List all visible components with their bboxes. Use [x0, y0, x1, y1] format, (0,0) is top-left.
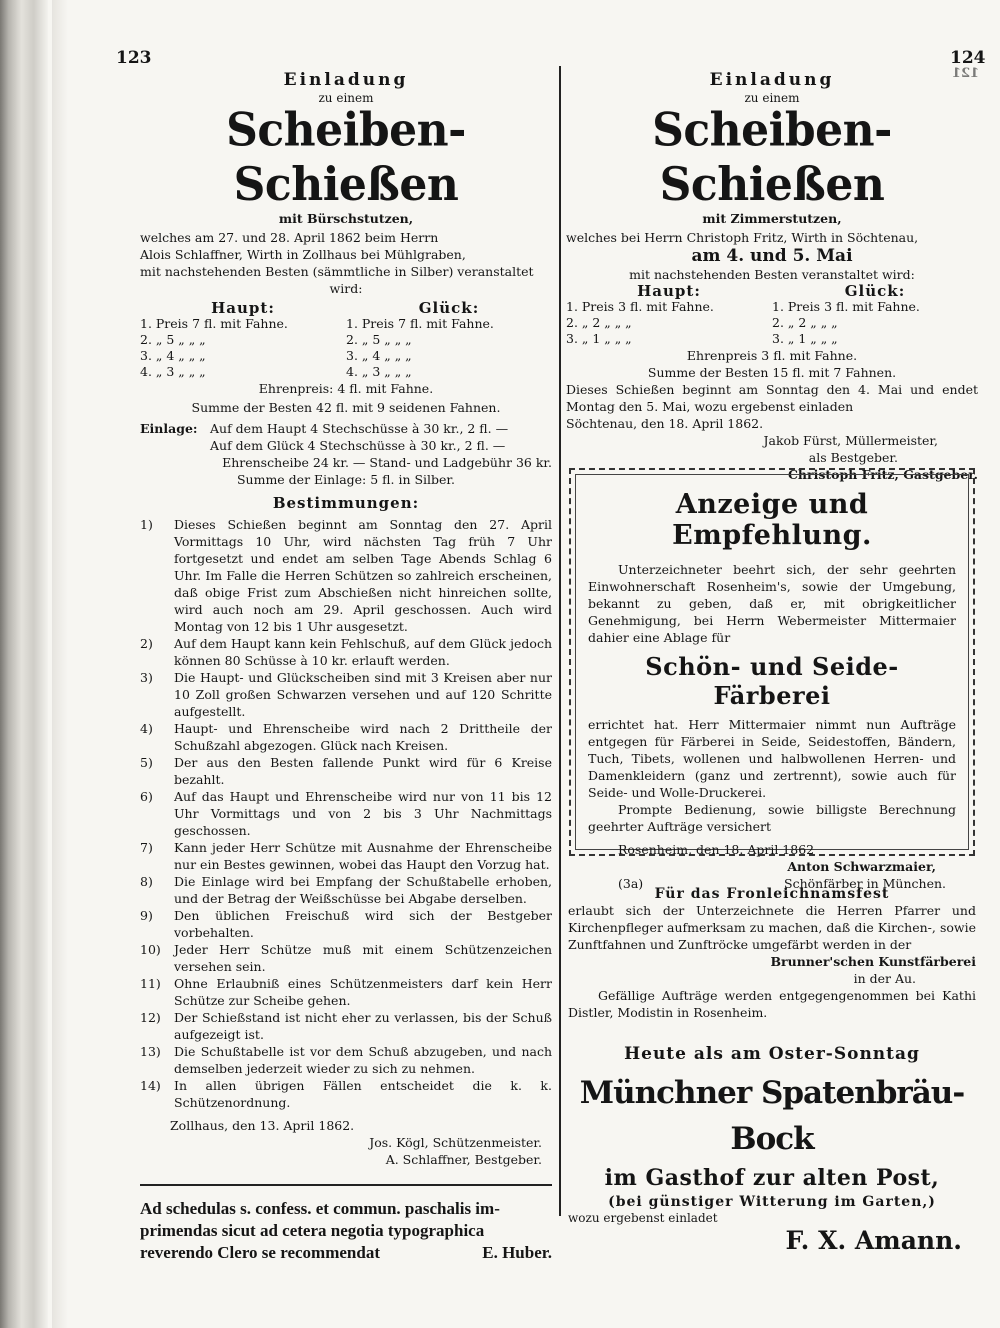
ad-mid: im Gasthof zur alten Post, [604, 1165, 940, 1191]
right-glueck-row: 1. Preis 3 fl. mit Fahne. [772, 299, 920, 314]
left-glueck-title: Glück: [418, 299, 480, 317]
bestimmung-number: 5) [140, 755, 153, 770]
right-intro-1: welches bei Herrn Christoph Fritz, Wirth in Söchtenau, [566, 230, 919, 245]
page-number-right: 124 [950, 48, 986, 68]
bestimmung-text: Kann jeder Herr Schütze mit Ausnahme der Ehrenscheibe nur ein Bestes gewinnen, wobei das Haupt den Vorzug hat. [174, 840, 552, 872]
anzeige-para-1: Unterzeichneter beehrt sich, der sehr geehrten Einwohnerschaft Rosenheim's, sowie der Umgebung, bekannt zu geben, daß er, mit obrigkeitlicher Genehmigung, bei Herrn Webermeister Mittermaier dahier eine Ablage für [588, 562, 956, 645]
left-date: Zollhaus, den 13. April 1862. [170, 1118, 355, 1133]
anzeige-box [569, 468, 975, 891]
right-signature-1b: als Bestgeber. [808, 450, 898, 465]
left-intro-3: mit nachstehenden Besten (sämmtliche in Silber) veranstaltet [140, 264, 534, 279]
bestimmung-text: Die Haupt- und Glückscheiben sind mit 3 Kreisen aber nur 10 Zoll großen Schwarzen versehen und auf 120 Schritte aufgestellt. [174, 670, 552, 719]
bestimmung-item [140, 635, 552, 669]
left-einlage-label: Einlage: [140, 421, 198, 436]
latin-line-3: reverendo Clero se recommendat [140, 1243, 380, 1262]
anzeige-code: (3a) [618, 876, 644, 891]
anzeige-title: Anzeige und Empfehlung. [672, 489, 872, 551]
left-signature-1: Jos. Kögl, Schützenmeister. [369, 1135, 542, 1150]
page-number-left: 123 [116, 48, 152, 68]
latin-line-1: Ad schedulas s. confess. et commun. paschalis im- [140, 1199, 500, 1218]
page-number-mirror: 121 [952, 66, 980, 81]
left-separator [140, 1184, 552, 1186]
right-haupt-title: Haupt: [637, 282, 701, 300]
left-bestimmungen-title: Bestimmungen: [272, 494, 420, 512]
right-haupt-row: 2. „ 2 „ „ „ [566, 315, 632, 330]
bestimmung-item [140, 669, 552, 720]
right-haupt-row: 3. „ 1 „ „ „ [566, 331, 632, 346]
fronleichnam-notice [568, 886, 976, 1021]
bestimmung-item [140, 788, 552, 839]
bestimmung-number: 12) [140, 1010, 161, 1025]
bestimmung-text: Jeder Herr Schütze muß mit einem Schützenzeichen versehen sein. [174, 942, 552, 974]
left-intro-4: wird: [329, 281, 363, 296]
bestimmung-item [140, 907, 552, 941]
left-einlage-3: Ehrenscheibe 24 kr. — Stand- und Ladgebühr 36 kr. [222, 455, 552, 470]
bestimmung-number: 3) [140, 670, 153, 685]
ad-small: wozu ergebenst einladet [568, 1211, 718, 1225]
fron-para-1: erlaubt sich der Unterzeichnete die Herren Pfarrer und Kirchenpfleger aufmerksam zu machen, daß die Kirchen-, sowie Zunftfahnen und Zunftröcke umgefärbt werden in der [568, 903, 976, 952]
bestimmung-text: Auf dem Haupt kann kein Fehlschuß, auf dem Glück jedoch können 80 Schüsse à 10 kr. erlauft werden. [174, 636, 552, 668]
anzeige-signature-2: Schönfärber in München. [784, 876, 946, 891]
left-haupt-row: 3. „ 4 „ „ „ [140, 348, 206, 363]
left-zu-einem: zu einem [318, 91, 374, 105]
bestimmung-item [140, 754, 552, 788]
right-glueck-row: 3. „ 1 „ „ „ [772, 331, 838, 346]
book-spine [0, 0, 48, 1328]
bestimmung-number: 10) [140, 942, 161, 957]
right-ehrenpreis: Ehrenpreis 3 fl. mit Fahne. [686, 348, 858, 363]
bestimmung-text: Den üblichen Freischuß wird sich der Bestgeber vorbehalten. [174, 908, 552, 940]
bestimmung-item [140, 1009, 552, 1043]
bestimmung-item [140, 1077, 552, 1111]
left-glueck-row: 4. „ 3 „ „ „ [346, 364, 412, 379]
spatenbraeu-ad [568, 1044, 976, 1255]
column-divider [559, 66, 561, 1216]
left-glueck-row: 1. Preis 7 fl. mit Fahne. [346, 316, 494, 331]
latin-line-2: primendas sicut ad cetera negotia typographica [140, 1221, 485, 1240]
bestimmung-item [140, 975, 552, 1009]
anzeige-big-line: Schön- und Seide-Färberei [645, 652, 899, 710]
left-einlage-2: Auf dem Glück 4 Stechschüsse à 30 kr., 2 fl. — [210, 438, 506, 453]
left-signature-2: A. Schlaffner, Bestgeber. [385, 1152, 542, 1167]
left-einladung: Einladung [283, 70, 409, 90]
bestimmung-item [140, 873, 552, 907]
fron-title: Für das Fronleichnamsfest [654, 886, 890, 902]
left-intro-1: welches am 27. und 28. April 1862 beim Herrn [140, 230, 439, 245]
left-summe: Summe der Besten 42 fl. mit 9 seidenen Fahnen. [191, 400, 501, 415]
bestimmung-number: 13) [140, 1044, 161, 1059]
right-column [566, 70, 978, 483]
left-haupt-row: 1. Preis 7 fl. mit Fahne. [140, 316, 288, 331]
bestimmung-text: Die Schußtabelle ist vor dem Schuß abzugeben, und nach demselben jederzeit wieder zu sich zu nehmen. [174, 1044, 552, 1076]
bestimmung-text: Die Einlage wird bei Empfang der Schußtabelle erhoben, und der Betrag der Weißschüsse bei Abgabe derselben. [174, 874, 552, 906]
right-signature-2: Christoph Fritz, Gastgeber. [787, 467, 978, 482]
bestimmung-text: Auf das Haupt und Ehrenscheibe wird nur von 11 bis 12 Uhr Vormittags und von 2 bis 3 Uhr Nachmittags geschossen. [174, 789, 552, 838]
right-glueck-row: 2. „ 2 „ „ „ [772, 315, 838, 330]
right-glueck-title: Glück: [844, 282, 906, 300]
right-haupt-row: 1. Preis 3 fl. mit Fahne. [566, 299, 714, 314]
bestimmung-text: In allen übrigen Fällen entscheidet die k. k. Schützenordnung. [174, 1078, 552, 1110]
bestimmung-number: 2) [140, 636, 153, 651]
page-gutter [52, 0, 68, 1328]
bestimmung-item [140, 516, 552, 635]
right-headline: Scheiben-Schießen [652, 103, 892, 212]
left-glueck-row: 2. „ 5 „ „ „ [346, 332, 412, 347]
bestimmung-text: Dieses Schießen beginnt am Sonntag den 27. April Vormittags 10 Uhr, wird nächsten Tag früh 7 Uhr fortgesetzt und endet am selben Tage Abends Schlag 6 Uhr. Im Falle die Herren Schützen so zahlreich erscheinen, daß obige Frist zum Abschießen nicht hinreichen sollte, wird auch noch am 29. April geschossen. Auch wird Montag von 12 bis 1 Uhr ausgesetzt. [174, 517, 552, 634]
left-ehrenpreis: Ehrenpreis: 4 fl. mit Fahne. [258, 381, 434, 396]
bestimmung-text: Haupt- und Ehrenscheibe wird nach 2 Drittheile der Schußzahl abgezogen. Glück nach Kreisen. [174, 721, 552, 753]
left-haupt-row: 2. „ 5 „ „ „ [140, 332, 206, 347]
right-intro-3: mit nachstehenden Besten veranstaltet wird: [629, 267, 915, 282]
right-intro-2: am 4. und 5. Mai [691, 246, 853, 266]
left-intro-2: Alois Schlaffner, Wirth in Zollhaus bei Mühlgraben, [140, 247, 466, 262]
latin-signature: E. Huber. [482, 1243, 552, 1262]
right-body-2: Söchtenau, den 18. April 1862. [566, 416, 764, 431]
bestimmung-number: 4) [140, 721, 153, 736]
ad-top: Heute als am Oster-Sonntag [624, 1044, 920, 1064]
left-column [140, 70, 552, 1264]
bestimmung-number: 6) [140, 789, 153, 804]
bestimmung-item [140, 839, 552, 873]
bestimmung-item [140, 941, 552, 975]
right-body-1: Dieses Schießen beginnt am Sonntag den 4. Mai und endet Montag den 5. Mai, wozu ergebenst einladen [566, 382, 978, 414]
bestimmung-number: 8) [140, 874, 153, 889]
bestimmung-number: 9) [140, 908, 153, 923]
ad-signature: F. X. Amann. [785, 1226, 962, 1255]
anzeige-date: Rosenheim, den 18. April 1862 [618, 842, 815, 857]
ad-big: Münchner Spatenbräu-Bock [579, 1075, 965, 1157]
right-einladung: Einladung [709, 70, 835, 90]
left-einlage-1: Auf dem Haupt 4 Stechschüsse à 30 kr., 2 fl. — [210, 421, 509, 436]
anzeige-para-2: errichtet hat. Herr Mittermaier nimmt nun Aufträge entgegen für Färberei in Seide, Seidestoffen, Bändern, Tuch, Tibets, wollenen und halbwollenen Herren- und Damenkleidern (ganz und zertrennt), sowie auch für Seide- und Wolle-Druckerei. [588, 717, 956, 800]
left-glueck-row: 3. „ 4 „ „ „ [346, 348, 412, 363]
ad-paren: (bei günstiger Witterung im Garten,) [608, 1194, 936, 1210]
right-zu-einem: zu einem [744, 91, 800, 105]
left-haupt-title: Haupt: [211, 299, 275, 317]
anzeige-signature: Anton Schwarzmaier, [787, 859, 936, 874]
fron-para-4: Gefällige Aufträge werden entgegengenommen bei Kathi Distler, Modistin in Rosenheim. [568, 988, 976, 1020]
left-bestimmungen-list [140, 516, 552, 1111]
bestimmung-text: Ohne Erlaubniß eines Schützenmeisters darf kein Herr Schütze zur Scheibe gehen. [174, 976, 552, 1008]
left-einlage-4: Summe der Einlage: 5 fl. in Silber. [236, 472, 455, 487]
bestimmung-number: 14) [140, 1078, 161, 1093]
bestimmung-number: 7) [140, 840, 153, 855]
bestimmung-item [140, 720, 552, 754]
left-headline: Scheiben-Schießen [226, 103, 466, 212]
bestimmung-item [140, 1043, 552, 1077]
fron-para-2: Brunner'schen Kunstfärberei [770, 954, 976, 969]
right-signature-1: Jakob Fürst, Müllermeister, [763, 433, 938, 448]
bestimmung-number: 11) [140, 976, 161, 991]
right-mit: mit Zimmerstutzen, [702, 211, 842, 226]
bestimmung-number: 1) [140, 517, 153, 532]
left-mit: mit Bürschstutzen, [278, 211, 414, 226]
anzeige-para-3: Prompte Bedienung, sowie billigste Berechnung geehrter Aufträge versichert [588, 802, 956, 834]
left-haupt-row: 4. „ 3 „ „ „ [140, 364, 206, 379]
fron-para-3: in der Au. [853, 971, 916, 986]
bestimmung-text: Der Schießstand ist nicht eher zu verlassen, bis der Schuß aufgezeigt ist. [174, 1010, 552, 1042]
right-summe: Summe der Besten 15 fl. mit 7 Fahnen. [647, 365, 897, 380]
bestimmung-text: Der aus den Besten fallende Punkt wird für 6 Kreise bezahlt. [174, 755, 552, 787]
